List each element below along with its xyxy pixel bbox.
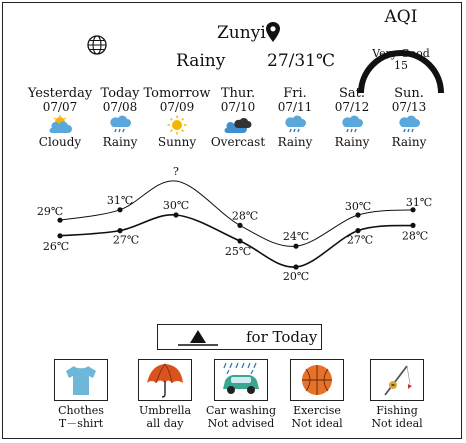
- advice-value: Not ideal: [371, 417, 423, 430]
- high-temp-point: [57, 218, 62, 223]
- high-temp-label: 24℃: [282, 230, 310, 244]
- advice-fishing[interactable]: [357, 359, 437, 430]
- low-temp-label: 26℃: [42, 239, 70, 253]
- current-weather: Rainy: [176, 51, 226, 71]
- advice-value: Not ideal: [291, 417, 343, 430]
- forecast-date: 07/07: [42, 100, 78, 114]
- rain-icon: [106, 115, 134, 135]
- forecast-condition: Cloudy: [38, 135, 82, 149]
- forecast-day-label: Sat.: [338, 86, 365, 101]
- advice-exercise[interactable]: [277, 359, 357, 430]
- low-temp-point: [117, 228, 122, 233]
- high-temp-label: 31℃: [106, 193, 134, 207]
- aqi-level: Very Good: [372, 47, 430, 60]
- umbrella-icon: [143, 361, 187, 399]
- forecast-date: 07/13: [391, 100, 427, 114]
- advice-name: Car washing: [205, 404, 277, 417]
- car-wash-icon: [218, 361, 264, 399]
- aqi-title: AQI: [384, 7, 418, 27]
- high-temp-label: 31℃: [405, 195, 433, 209]
- forecast-date: 07/10: [220, 100, 256, 114]
- globe-icon[interactable]: [86, 34, 108, 56]
- low-temp-label: 28℃: [401, 229, 429, 243]
- high-temp-label: 30℃: [344, 200, 372, 213]
- overcast-icon: [224, 115, 252, 135]
- basketball-icon: [298, 362, 336, 398]
- advice-car-washing[interactable]: [201, 359, 281, 430]
- forecast-condition: Rainy: [102, 135, 138, 149]
- sun-icon: [163, 115, 191, 135]
- advice-name: Exercise: [293, 404, 341, 417]
- low-temp-label: 27℃: [112, 233, 140, 247]
- advice-value: T－shirt: [58, 417, 104, 430]
- low-temp-point: [293, 264, 298, 269]
- triangle-marker-icon: [176, 328, 220, 348]
- high-temp-point: [237, 223, 242, 228]
- weather-widget: [2, 2, 462, 439]
- location-pin-icon[interactable]: [265, 21, 281, 43]
- low-temp-label: 30℃: [162, 199, 190, 212]
- forecast-condition: Sunny: [157, 135, 197, 149]
- temperature-chart: [3, 163, 466, 323]
- aqi-value: 15: [394, 59, 408, 72]
- forecast-day-label: Yesterday: [27, 86, 93, 101]
- forecast-day-label: Thur.: [220, 86, 256, 101]
- rain-icon: [338, 115, 366, 135]
- advice-name: Fishing: [376, 404, 418, 417]
- rain-icon: [395, 115, 423, 135]
- advice-clothes[interactable]: [41, 359, 121, 430]
- forecast-day-label: Today: [100, 86, 140, 101]
- city-name: Zunyi: [217, 23, 266, 43]
- low-temp-point: [173, 212, 178, 217]
- advice-value: all day: [146, 417, 184, 430]
- high-temp-label: 28℃: [231, 209, 259, 223]
- fishing-icon: [377, 362, 417, 398]
- forecast-day-label: Sun.: [394, 86, 424, 101]
- chart-legend: [157, 324, 322, 350]
- low-temp-point: [410, 223, 415, 228]
- advice-value: Not advised: [207, 417, 275, 430]
- high-temp-label: 29℃: [36, 205, 64, 219]
- forecast-condition: Rainy: [277, 135, 313, 149]
- forecast-condition: Rainy: [391, 135, 427, 149]
- forecast-day-label: Tomorrow: [143, 86, 211, 101]
- advice-name: Umbrella: [138, 404, 192, 417]
- forecast-day-sunday[interactable]: [372, 87, 446, 149]
- cloudy-icon: [46, 115, 74, 135]
- high-temp-point: [355, 212, 360, 217]
- low-temp-point: [237, 238, 242, 243]
- low-temp-label: 25℃: [224, 245, 252, 258]
- high-temp-label: ?: [173, 165, 179, 178]
- tshirt-icon: [61, 363, 101, 397]
- forecast-date: 07/08: [102, 100, 138, 114]
- rain-icon: [281, 115, 309, 135]
- forecast-date: 07/11: [277, 100, 313, 114]
- forecast-day-label: Fri.: [283, 86, 307, 101]
- forecast-condition: Overcast: [210, 135, 266, 149]
- low-temp-point: [355, 228, 360, 233]
- high-temp-point: [293, 244, 298, 249]
- forecast-date: 07/12: [334, 100, 370, 114]
- current-temp-range: 27/31℃: [267, 51, 336, 71]
- high-temp-point: [117, 207, 122, 212]
- advice-name: Chothes: [58, 404, 104, 417]
- forecast-condition: Rainy: [334, 135, 370, 149]
- low-temp-label: 20℃: [282, 270, 310, 283]
- forecast-date: 07/09: [159, 100, 195, 114]
- low-temp-label: 27℃: [346, 233, 374, 247]
- advice-umbrella[interactable]: [125, 359, 205, 430]
- legend-label: for Today: [246, 328, 318, 346]
- low-temp-point: [57, 233, 62, 238]
